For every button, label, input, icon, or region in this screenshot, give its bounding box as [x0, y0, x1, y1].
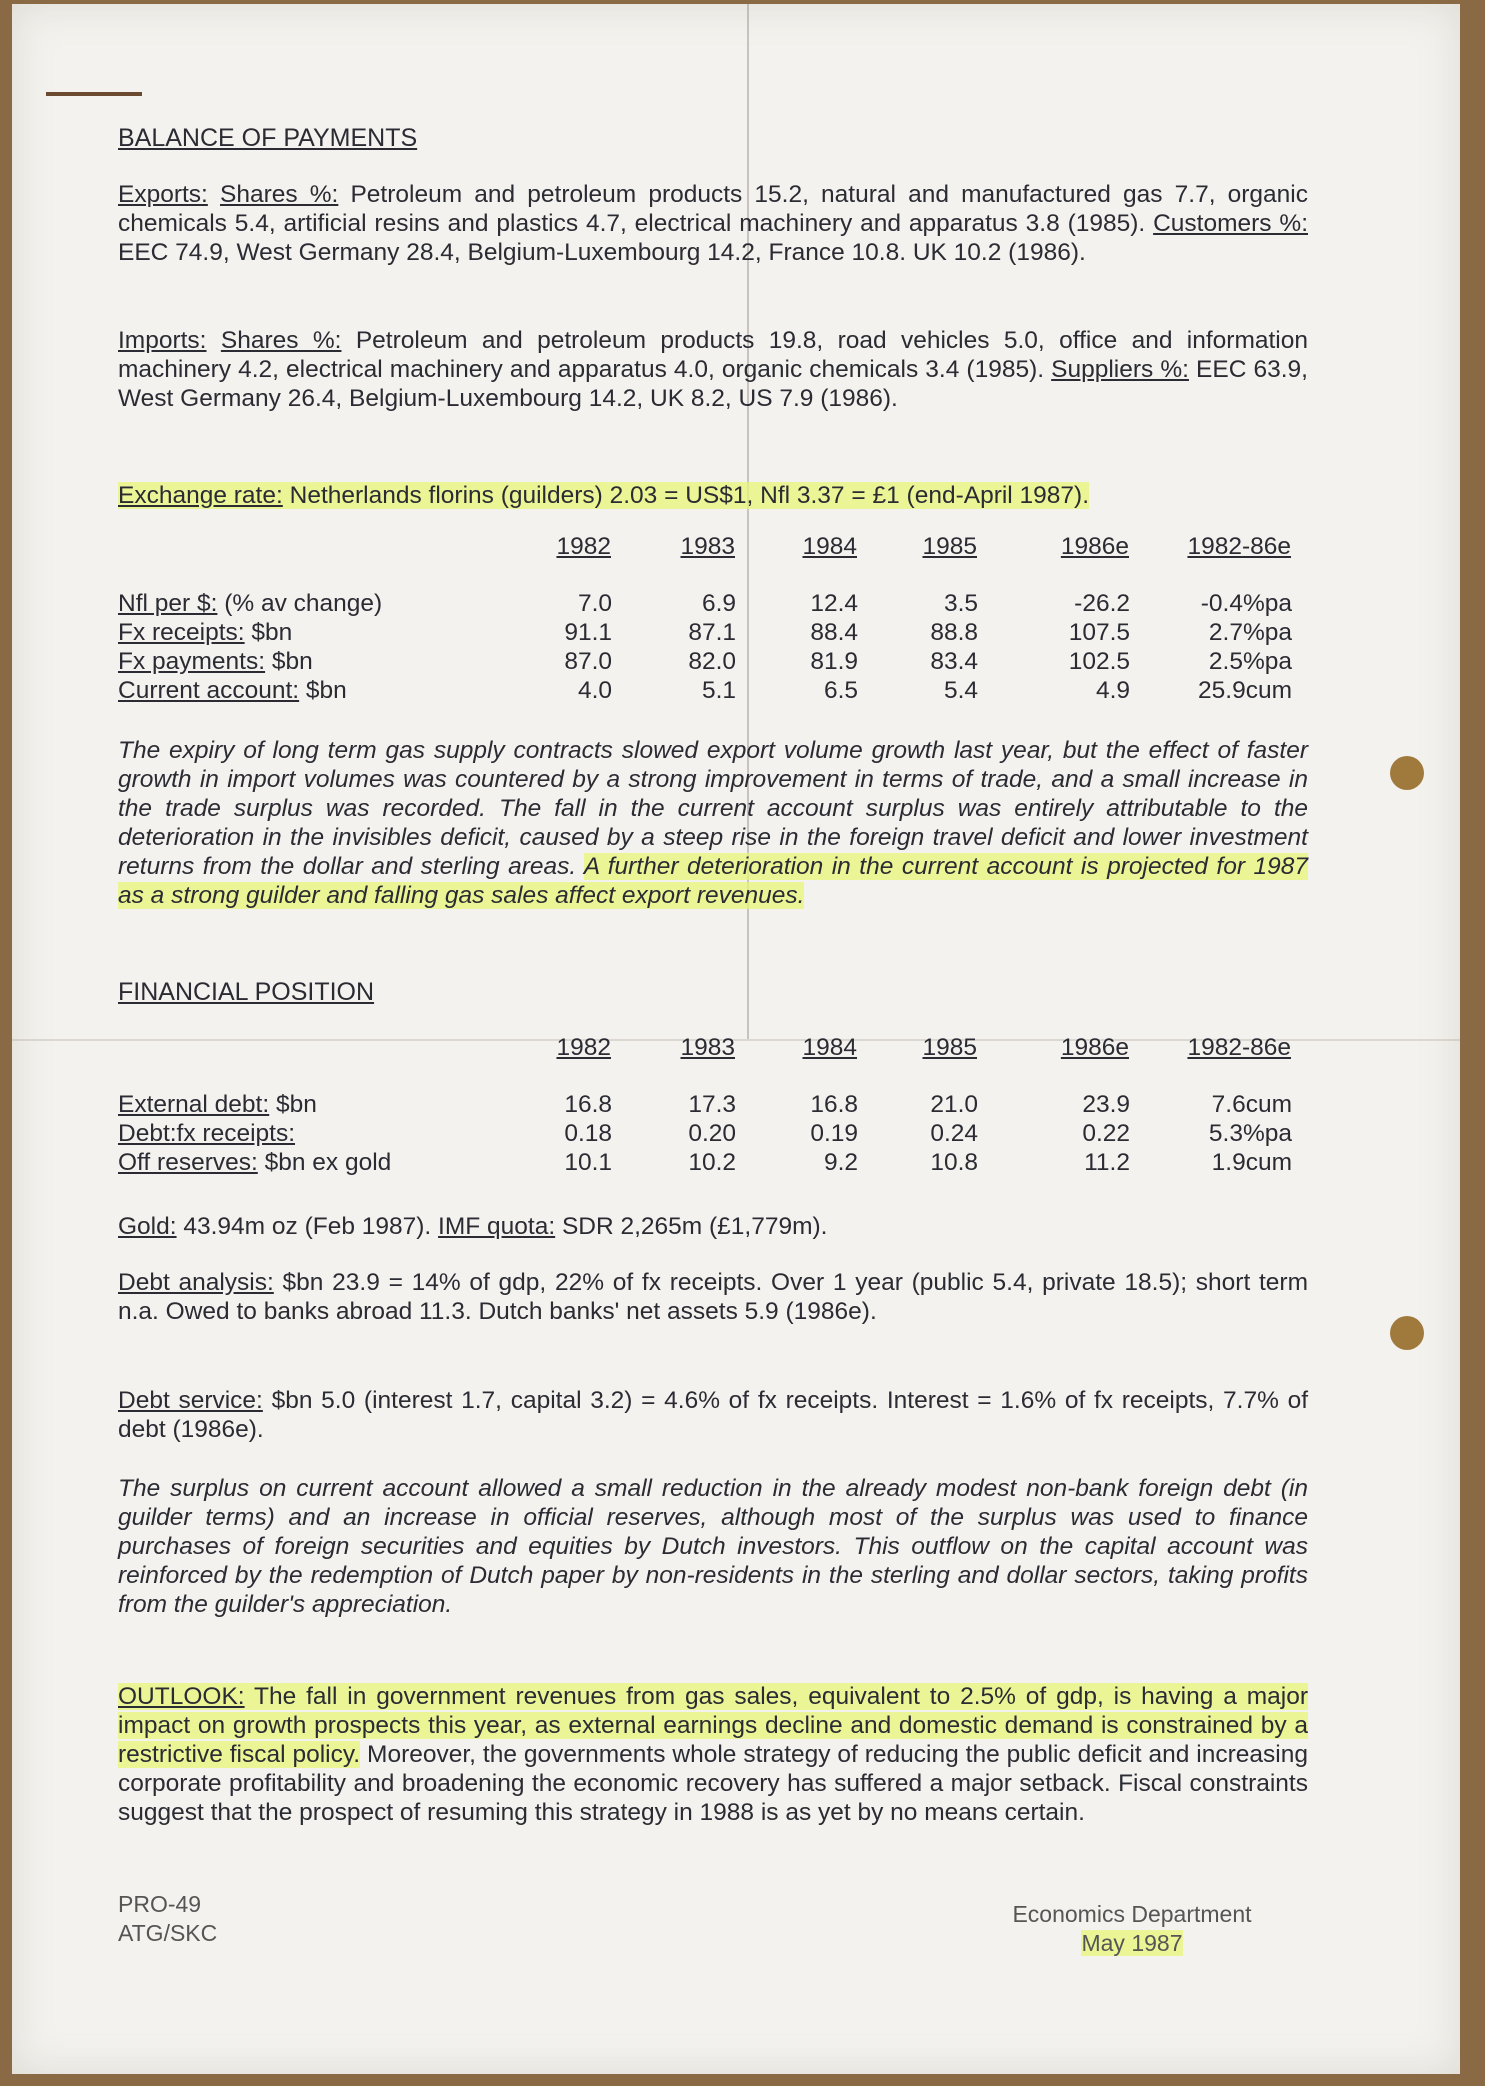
- gold-text: 43.94m oz (Feb 1987).: [176, 1213, 439, 1240]
- imports-shares-text: Petroleum and petroleum products 19.8, road vehicles 5.0, office and information machinery 4.2, electrical machinery and apparatus 4.0, organic chemicals 3.4 (1985).: [118, 327, 1309, 383]
- bop-year-1983: 1983: [680, 533, 735, 560]
- fin-table-header: [118, 1033, 1292, 1071]
- fin-year-1984: 1984: [802, 1034, 857, 1061]
- exchange-rate-text: Netherlands florins (guilders) 2.03 = US$1, Nfl 3.37 = £1 (end-April 1987).: [282, 482, 1090, 509]
- imports-paragraph: [118, 326, 1308, 413]
- footer-dept: Economics Department: [1012, 1901, 1252, 1927]
- debt-analysis-label: Debt analysis:: [118, 1269, 274, 1296]
- imports-shares-label: Shares %:: [220, 327, 342, 354]
- exports-label: Exports:: [118, 181, 208, 208]
- bop-year-1982: 1982: [556, 533, 611, 560]
- table-row: Off reserves: $bn ex gold 10.1 10.2 9.2 10.8 11.2 1.9cum: [118, 1149, 1292, 1176]
- exports-shares-text: Petroleum and petroleum products 15.2, natural and manufactured gas 7.7, organic chemicals 5.4, artificial resins and plastics 4.7, electrical machinery and apparatus 3.8 (1985).: [118, 181, 1308, 237]
- imports-label: Imports:: [118, 327, 207, 354]
- imf-text: SDR 2,265m (£1,779m).: [555, 1213, 828, 1240]
- bop-table-header: [118, 532, 1292, 570]
- exports-shares-label: Shares %:: [220, 181, 339, 208]
- outlook-label: OUTLOOK:: [118, 1683, 245, 1710]
- fin-year-1982-86e: 1982-86e: [1187, 1034, 1291, 1061]
- pen-mark: [46, 92, 142, 96]
- exchange-rate-line: [118, 481, 1308, 510]
- table-row: Fx receipts: $bn 91.1 87.1 88.4 88.8 107.5 2.7%pa: [118, 619, 1292, 646]
- imports-suppliers-label: Suppliers %:: [1051, 356, 1189, 383]
- imports-suppliers-text: EEC 63.9, West Germany 26.4, Belgium-Luxembourg 14.2, UK 8.2, US 7.9 (1986).: [118, 356, 1308, 412]
- footer-dept-block: [972, 1900, 1292, 1958]
- table-row: External debt: $bn 16.8 17.3 16.8 21.0 23.9 7.6cum: [118, 1091, 1292, 1118]
- footer-ref-1: PRO-49: [118, 1891, 202, 1917]
- footer-date: May 1987: [1081, 1930, 1183, 1956]
- outlook-highlight: The fall in government revenues from gas sales, equivalent to 2.5% of gdp, is having a major impact on growth prospects this year, as external earnings decline and domestic demand is constrained by a restrictive fiscal policy.: [118, 1683, 1308, 1768]
- bop-year-1986e: 1986e: [1060, 533, 1129, 560]
- exports-customers-label: Customers %:: [1153, 210, 1308, 237]
- punch-hole-top: [1390, 756, 1424, 790]
- fin-commentary: The surplus on current account allowed a small reduction in the already modest non-bank foreign debt (in guilder terms) and an increase in official reserves, although most of the surplus was used to finance purchases of foreign securities and equities by Dutch investors. This outflow on the capital account was reinforced by the redemption of Dutch paper by non-residents in the sterling and dollar sectors, taking profits from the guilder's appreciation.: [118, 1475, 1308, 1618]
- fin-year-1985: 1985: [922, 1034, 977, 1061]
- bop-year-1984: 1984: [802, 533, 857, 560]
- bop-year-1982-86e: 1982-86e: [1187, 533, 1291, 560]
- bop-commentary-highlight: A further deterioration in the current account is projected for 1987 as a strong guilder and falling gas sales affect export revenues.: [118, 853, 1308, 909]
- fin-table: [118, 1033, 1292, 1178]
- table-row: Fx payments: $bn 87.0 82.0 81.9 83.4 102.5 2.5%pa: [118, 648, 1292, 675]
- punch-hole-bottom: [1390, 1316, 1424, 1350]
- section-title-fin: FINANCIAL POSITION: [118, 978, 375, 1006]
- debt-analysis-paragraph: Debt analysis: $bn 23.9 = 14% of gdp, 22% of fx receipts. Over 1 year (public 5.4, private 18.5); short term n.a. Owed to banks abroad 11.3. Dutch banks' net assets 5.9 (1986e).: [118, 1269, 1308, 1325]
- debt-service-label: Debt service:: [118, 1387, 263, 1414]
- bop-year-1985: 1985: [922, 533, 977, 560]
- outlook-paragraph: OUTLOOK: The fall in government revenues from gas sales, equivalent to 2.5% of gdp, is having a major impact on growth prospects this year, as external earnings decline and domestic demand is constrained by a restrictive fiscal policy. Moreover, the governments whole strategy of reducing the public deficit and increasing corporate profitability and broadening the economic recovery has suffered a major setback. Fiscal constraints suggest that the prospect of resuming this strategy in 1988 is as yet by no means certain.: [118, 1683, 1308, 1826]
- bop-table: [118, 532, 1292, 706]
- exports-customers-text: EEC 74.9, West Germany 28.4, Belgium-Luxembourg 14.2, France 10.8. UK 10.2 (1986).: [118, 239, 1086, 266]
- fin-year-1982: 1982: [556, 1034, 611, 1061]
- debt-service-paragraph: Debt service: $bn 5.0 (interest 1.7, capital 3.2) = 4.6% of fx receipts. Interest = 1.6% of fx receipts, 7.7% of debt (1986e).: [118, 1387, 1309, 1443]
- exchange-rate-label: Exchange rate:: [118, 482, 283, 509]
- exports-paragraph: [118, 180, 1308, 267]
- section-title-bop: BALANCE OF PAYMENTS: [118, 124, 418, 152]
- table-row: Debt:fx receipts: 0.18 0.20 0.19 0.24 0.22 5.3%pa: [118, 1120, 1292, 1147]
- table-row: Nfl per $: (% av change) 7.0 6.9 12.4 3.5 -26.2 -0.4%pa: [118, 590, 1292, 617]
- footer-ref-2: ATG/SKC: [118, 1920, 218, 1946]
- fin-year-1983: 1983: [680, 1034, 735, 1061]
- imf-label: IMF quota:: [438, 1213, 556, 1240]
- footer-refs: [118, 1890, 217, 1948]
- bop-commentary: The expiry of long term gas supply contracts slowed export volume growth last year, but the effect of faster growth in import volumes was countered by a strong improvement in terms of trade, and a small increase in the trade surplus was recorded. The fall in the current account surplus was entirely attributable to the deterioration in the invisibles deficit, caused by a steep rise in the foreign travel deficit and lower investment returns from the dollar and sterling areas. A further deterioration in the current account is projected for 1987 as a strong guilder and falling gas sales affect export revenues.: [118, 737, 1308, 909]
- gold-label: Gold:: [118, 1213, 177, 1240]
- table-row: Current account: $bn 4.0 5.1 6.5 5.4 4.9 25.9cum: [118, 677, 1292, 704]
- gold-imf-line: [118, 1212, 1308, 1241]
- fin-year-1986e: 1986e: [1060, 1034, 1129, 1061]
